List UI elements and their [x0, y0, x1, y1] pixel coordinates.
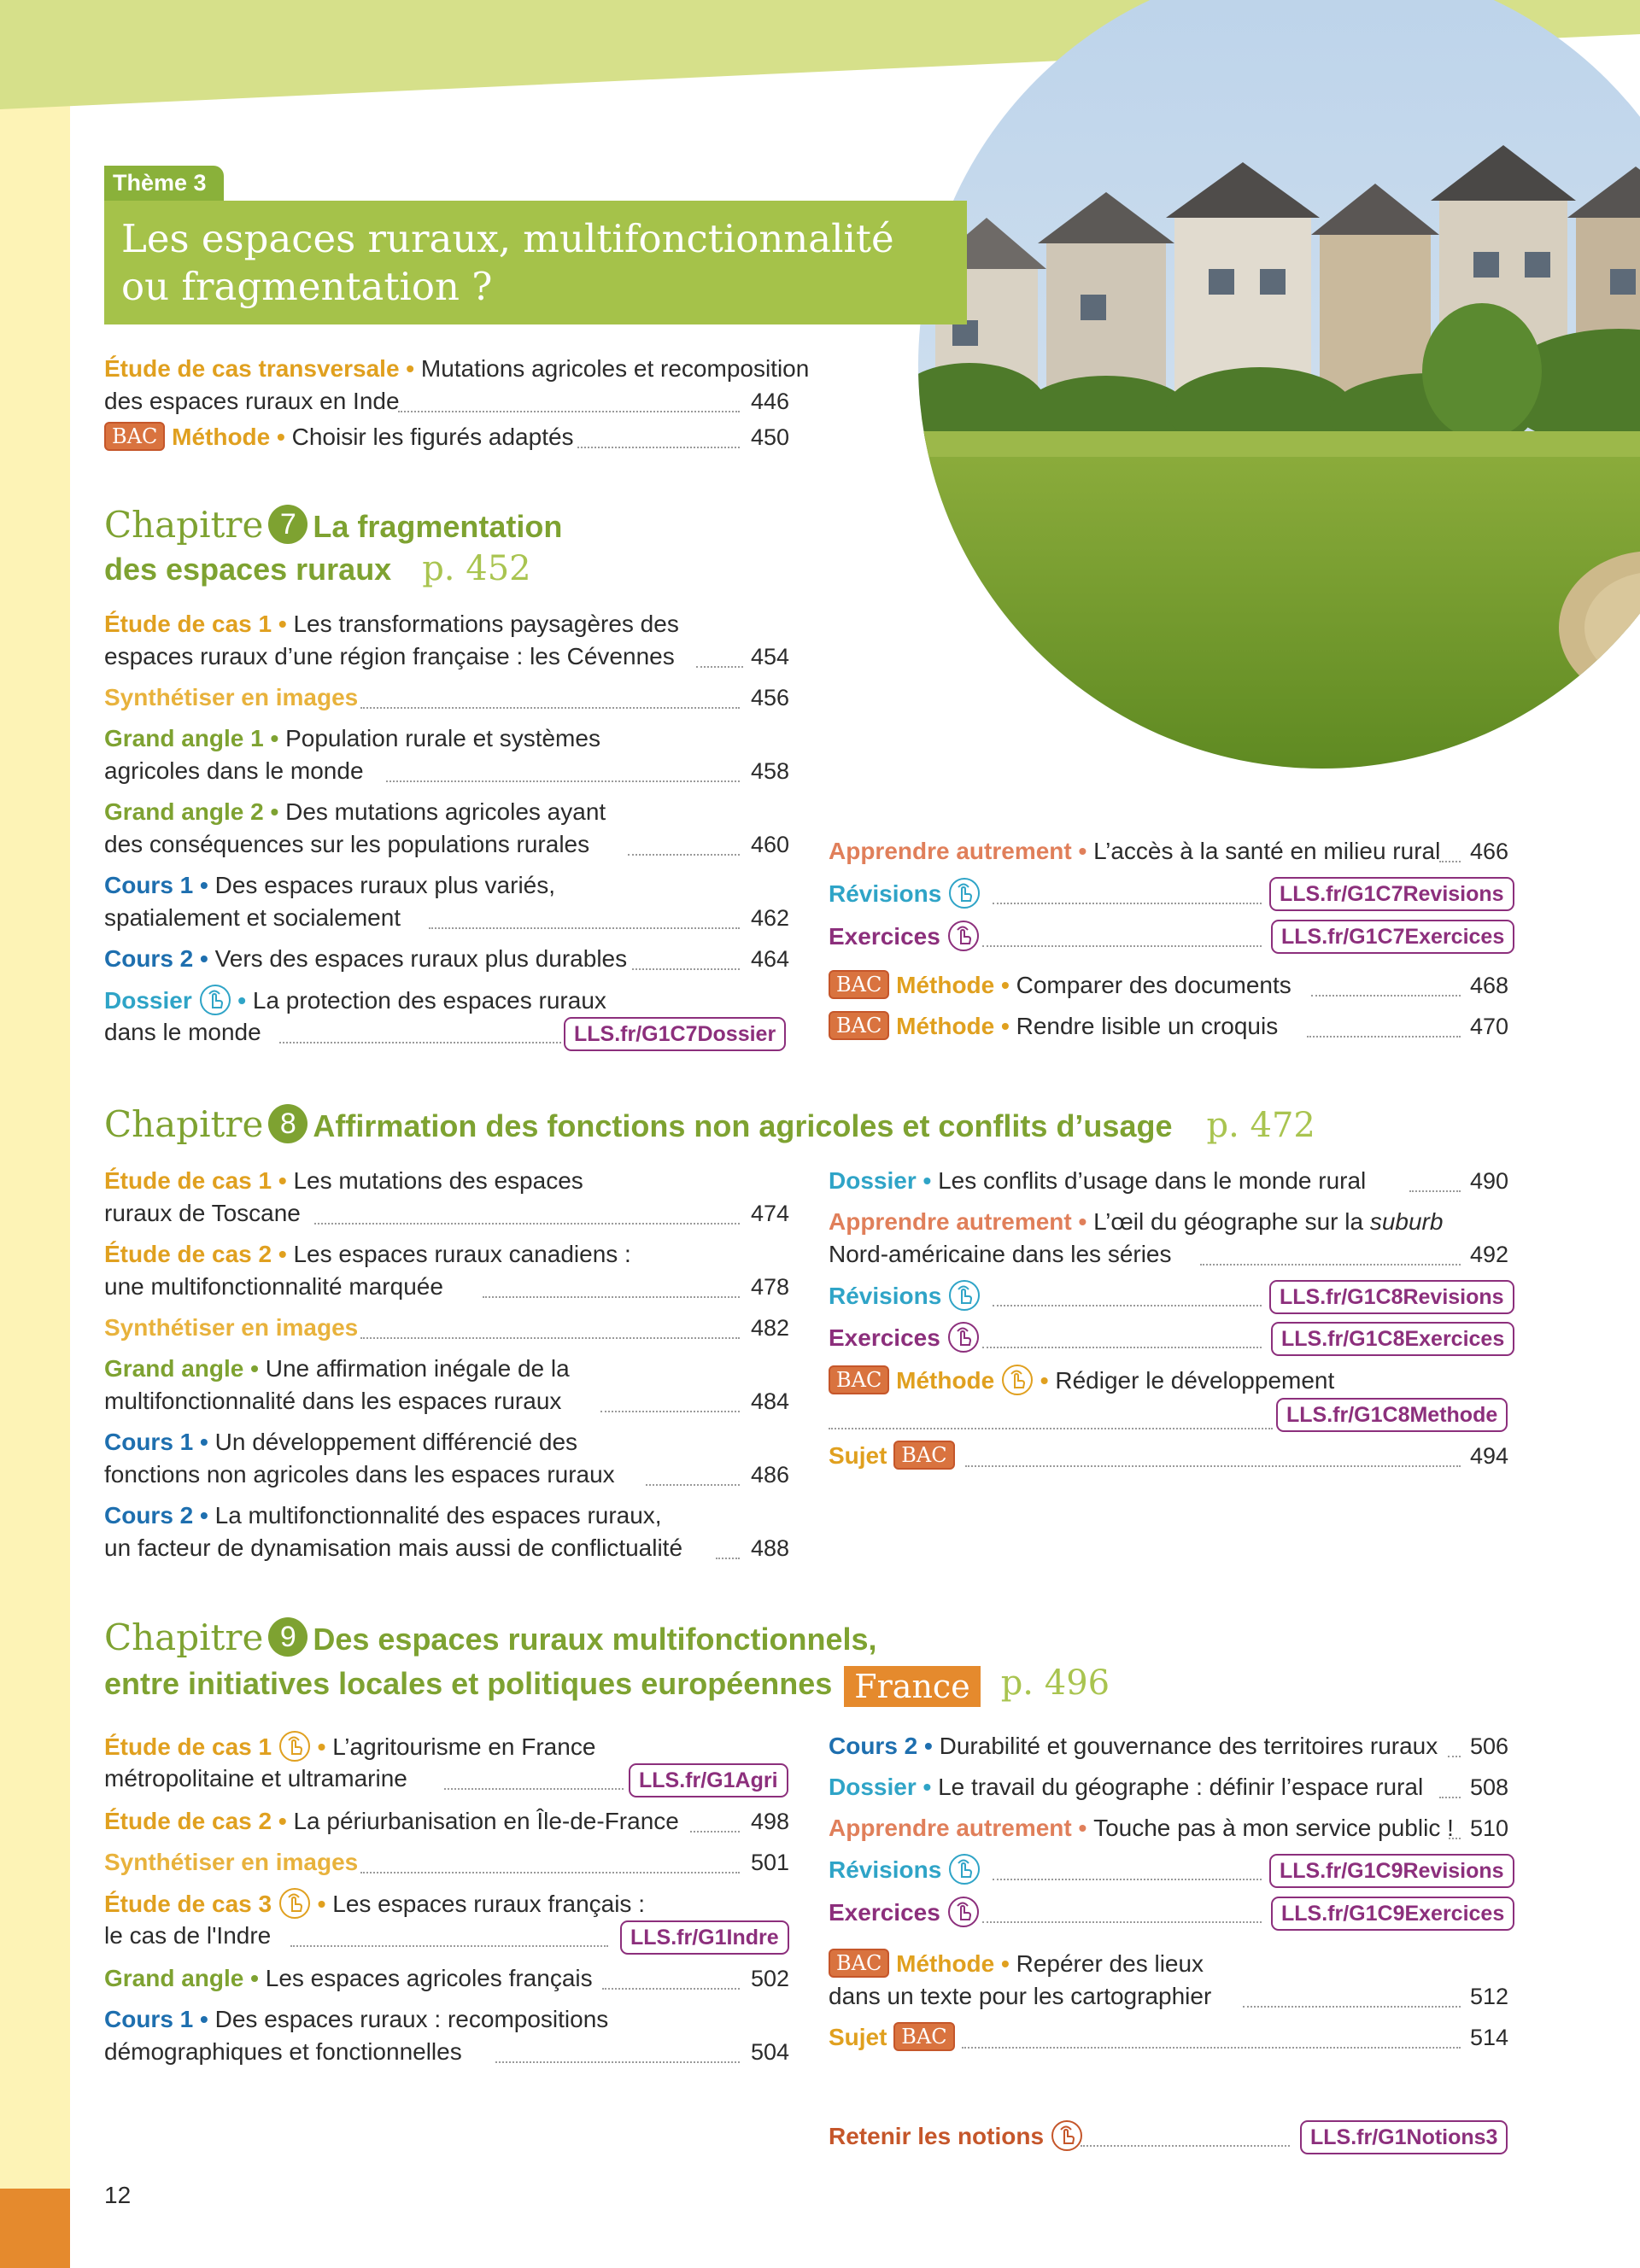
leader-dots: [1409, 1190, 1461, 1192]
theme-title-line-1: Les espaces ruraux, multifonctionnalité: [121, 216, 894, 261]
chapter-title-2: entre initiatives locales et politiques européennes: [104, 1666, 833, 1701]
page-number: 506: [1469, 1733, 1508, 1759]
page-number: 458: [750, 758, 789, 784]
toc-entry[interactable]: Cours 2 • La multifonctionnalité des espaces ruraux,: [104, 1502, 662, 1529]
entry-label: Dossier: [829, 1167, 917, 1194]
leader-dots: [386, 780, 740, 782]
chapter-title-1: La fragmentation: [313, 509, 563, 544]
entry-label: Exercices: [829, 1899, 940, 1926]
page-number: 514: [1469, 2025, 1508, 2050]
etude-text: Mutations agricoles et recomposition: [420, 355, 810, 382]
entry-text: Un développement différencié des: [214, 1429, 578, 1455]
leader-dots: [982, 1921, 1262, 1923]
entry-label: Apprendre autrement: [829, 1815, 1072, 1841]
entry-text-italic: suburb: [1369, 1208, 1444, 1235]
hand-touch-icon: [199, 984, 231, 1016]
toc-entry[interactable]: Grand angle • Les espaces agricoles français: [104, 1965, 593, 1991]
leader-dots: [1439, 1797, 1461, 1798]
hand-touch-icon: [948, 1853, 981, 1885]
entry-text: Vers des espaces ruraux plus durables: [214, 945, 628, 972]
entry-text: Comparer des documents: [1016, 972, 1292, 998]
toc-entry-cont: [104, 640, 675, 673]
entry-label: Synthétiser en images: [104, 1849, 359, 1875]
leader-dots: [279, 1042, 561, 1043]
entry-label: Grand angle 1: [104, 725, 264, 751]
entry-label: Révisions: [829, 1283, 942, 1309]
toc-entry[interactable]: Cours 2 • Vers des espaces ruraux plus durables: [104, 945, 628, 972]
toc-entry-cont: [104, 1271, 443, 1303]
toc-entry[interactable]: [829, 1896, 980, 1929]
leader-dots: [982, 1347, 1262, 1348]
page-number: 512: [1469, 1984, 1508, 2009]
bac-badge: BAC: [829, 970, 889, 999]
page-number: 490: [1469, 1168, 1508, 1194]
page-number: 494: [1469, 1443, 1508, 1469]
side-orange-block: [0, 2189, 70, 2268]
toc-entry-cont: [829, 1980, 1211, 2013]
link-g1c9-exercices[interactable]: LLS.fr/G1C9Exercices: [1271, 1897, 1514, 1931]
leader-dots: [600, 1411, 740, 1412]
leader-dots: [360, 1337, 740, 1339]
entry-text: Durabilité et gouvernance des territoires ruraux: [939, 1733, 1438, 1759]
entry-text: Nord-américaine dans les séries: [829, 1241, 1172, 1267]
leader-dots: [360, 1872, 740, 1873]
page-number: 466: [1469, 839, 1508, 864]
hand-touch-icon: [1051, 2119, 1083, 2152]
theme-title: [121, 215, 967, 311]
hand-touch-icon: [278, 1887, 311, 1920]
entry-text: La multifonctionnalité des espaces ruraux,: [214, 1502, 662, 1529]
theme-tag: Thème 3: [104, 166, 224, 201]
hand-touch-icon: [947, 1321, 980, 1353]
bac-badge: BAC: [893, 2022, 954, 2051]
chapter-number: 9: [268, 1617, 308, 1657]
toc-entry-cont: [104, 902, 401, 934]
theme-title-line-2: ou fragmentation ?: [121, 264, 493, 309]
hand-touch-icon: [278, 1730, 311, 1762]
leader-dots: [632, 968, 740, 970]
toc-entry[interactable]: [104, 681, 358, 714]
bac-badge: BAC: [893, 1441, 954, 1470]
toc-entry-cont: [104, 828, 589, 861]
leader-dots: [495, 2061, 740, 2063]
intro-methode-line: BAC Méthode • Choisir les figurés adaptés: [104, 421, 574, 453]
toc-entry[interactable]: BAC Méthode • Rédiger le développement: [829, 1364, 1334, 1397]
leader-dots: [829, 1428, 1273, 1429]
page-number: 488: [750, 1535, 789, 1561]
link-g1-agri[interactable]: LLS.fr/G1Agri: [629, 1763, 788, 1797]
bac-badge: BAC: [829, 1011, 889, 1040]
entry-label: Cours 1: [104, 872, 194, 898]
leader-dots: [993, 903, 1262, 904]
page-number: 464: [750, 946, 789, 972]
entry-label: Synthétiser en images: [104, 1314, 359, 1341]
entry-text: une multifonctionnalité marquée: [104, 1273, 443, 1300]
toc-entry-notions[interactable]: [829, 2119, 1083, 2153]
toc-entry[interactable]: [829, 1440, 955, 1472]
chapter-page: p. 452: [422, 549, 531, 588]
chapter-9-heading: [104, 1616, 877, 1658]
leader-dots: [602, 1988, 740, 1990]
link-g1-indre[interactable]: LLS.fr/G1Indre: [620, 1920, 789, 1955]
toc-entry[interactable]: Étude de cas 2 • La périurbanisation en Île-de-France: [104, 1808, 679, 1834]
hand-touch-icon: [947, 920, 980, 952]
chapter-7-heading: [104, 504, 562, 546]
entry-text: dans un texte pour les cartographier: [829, 1983, 1212, 2009]
bac-badge: BAC: [104, 422, 165, 451]
chapter-number: 8: [268, 1104, 308, 1143]
entry-label: Retenir les notions: [829, 2123, 1045, 2149]
hand-touch-icon: [947, 1896, 980, 1928]
chapter-word: Chapitre: [104, 1616, 264, 1658]
link-g1c9-revisions[interactable]: LLS.fr/G1C9Revisions: [1269, 1854, 1514, 1888]
leader-dots: [1439, 861, 1461, 862]
entry-label: Étude de cas 1: [104, 611, 272, 637]
entry-text: Population rurale et systèmes: [285, 725, 600, 751]
entry-label: Grand angle: [104, 1355, 244, 1382]
entry-label: Étude de cas 2: [104, 1241, 272, 1267]
entry-label: Grand angle: [104, 1965, 244, 1991]
entry-text: démographiques et fonctionnelles: [104, 2038, 462, 2065]
leader-dots: [1200, 1264, 1461, 1266]
toc-entry[interactable]: [104, 1312, 358, 1344]
entry-label: Méthode: [896, 1013, 995, 1039]
toc-entry[interactable]: BAC Méthode • Repérer des lieux: [829, 1948, 1204, 1980]
page-number-footer: 12: [104, 2182, 132, 2208]
page-number: 478: [750, 1274, 789, 1300]
page-number: 468: [1469, 973, 1508, 998]
toc-entry-cont: [104, 1197, 301, 1230]
entry-text: Rédiger le développement: [1055, 1367, 1335, 1394]
leader-dots: [646, 1484, 740, 1486]
toc-entry-cont: [104, 2036, 462, 2068]
entry-label: Méthode: [896, 972, 995, 998]
entry-label: Méthode: [896, 1950, 995, 1977]
leader-dots: [398, 411, 740, 412]
toc-entry[interactable]: Dossier • Les conflits d’usage dans le monde rural: [829, 1167, 1367, 1194]
entry-text: multifonctionnalité dans les espaces ruraux: [104, 1388, 562, 1414]
toc-entry[interactable]: [829, 1321, 980, 1354]
toc-entry[interactable]: [829, 2021, 955, 2054]
toc-entry-cont: [104, 1385, 561, 1418]
entry-text: La protection des espaces ruraux: [252, 987, 606, 1014]
toc-entry[interactable]: BAC Méthode • Comparer des documents: [829, 969, 1292, 1002]
page-number: 510: [1469, 1815, 1508, 1841]
entry-label: Synthétiser en images: [104, 684, 359, 710]
entry-text: ruraux de Toscane: [104, 1200, 301, 1226]
etude-text-2: des espaces ruraux en Inde: [104, 388, 400, 414]
entry-label: Sujet: [829, 2024, 887, 2050]
leader-dots: [1243, 2006, 1461, 2008]
hand-touch-icon: [1001, 1364, 1034, 1396]
etude-label: Étude de cas transversale: [104, 355, 400, 382]
leader-dots: [444, 1788, 624, 1790]
chapter-8-heading: [104, 1103, 1315, 1145]
toc-entry[interactable]: [829, 1853, 981, 1886]
intro-etude-line-1: Étude de cas transversale • Mutations agricoles et recomposition: [104, 355, 810, 382]
toc-entry[interactable]: [829, 1279, 981, 1312]
entry-text: Une affirmation inégale de la: [265, 1355, 570, 1382]
entry-text: le cas de l'Indre: [104, 1922, 272, 1949]
chapter-number: 7: [268, 505, 308, 544]
entry-text: espaces ruraux d’une région française : les Cévennes: [104, 643, 675, 669]
entry-text: Des espaces ruraux : recompositions: [214, 2006, 609, 2032]
leader-dots: [982, 945, 1262, 947]
chapter-page: p. 472: [1206, 1106, 1315, 1145]
leader-dots: [290, 1945, 608, 1947]
entry-label: Méthode: [896, 1367, 995, 1394]
entry-label: Étude de cas 3: [104, 1891, 272, 1917]
toc-entry[interactable]: Cours 1 • Des espaces ruraux plus variés,: [104, 872, 556, 898]
toc-entry[interactable]: Apprendre autrement • L’œil du géographe sur la suburb: [829, 1208, 1444, 1235]
link-g1-notions3[interactable]: LLS.fr/G1Notions3: [1300, 2120, 1508, 2154]
toc-entry[interactable]: Apprendre autrement • Touche pas à mon service public !: [829, 1815, 1454, 1841]
page-number: 486: [750, 1462, 789, 1488]
chapter-9-heading-2: [104, 1663, 1110, 1707]
entry-text: métropolitaine et ultramarine: [104, 1765, 407, 1792]
page-number: 454: [750, 644, 789, 669]
entry-label: Grand angle 2: [104, 798, 264, 825]
toc-entry[interactable]: Étude de cas 2 • Les espaces ruraux canadiens :: [104, 1241, 631, 1267]
leader-dots: [483, 1296, 740, 1298]
methode-text: Choisir les figurés adaptés: [291, 424, 574, 450]
toc-entry[interactable]: Étude de cas 1 • Les transformations paysagères des: [104, 611, 679, 637]
entry-label: Apprendre autrement: [829, 1208, 1072, 1235]
toc-entry[interactable]: Grand angle 2 • Des mutations agricoles ayant: [104, 798, 606, 825]
leader-dots: [965, 1465, 1461, 1467]
hand-touch-icon: [948, 1279, 981, 1312]
entry-text: L’accès à la santé en milieu rural: [1093, 838, 1441, 864]
link-g1c7-revisions[interactable]: LLS.fr/G1C7Revisions: [1269, 877, 1514, 911]
page-number: 508: [1469, 1774, 1508, 1800]
toc-entry[interactable]: Cours 1 • Un développement différencié des: [104, 1429, 578, 1455]
chapter-title-1: Des espaces ruraux multifonctionnels,: [313, 1622, 877, 1657]
entry-label: Sujet: [829, 1442, 887, 1469]
page-number: 462: [750, 905, 789, 931]
intro-etude-line-2: [104, 385, 400, 418]
toc-entry-cont: [104, 755, 364, 787]
rural-landscape-photo: [918, 0, 1640, 769]
entry-label: Exercices: [829, 1324, 940, 1351]
entry-text: L’œil du géographe sur la: [1093, 1208, 1370, 1235]
toc-entry[interactable]: Dossier • Le travail du géographe : définir l’espace rural: [829, 1774, 1424, 1800]
toc-entry-cont: [104, 1920, 271, 1952]
page-number: 482: [750, 1315, 789, 1341]
entry-text: agricoles dans le monde: [104, 757, 364, 784]
chapter-title-2: des espaces ruraux: [104, 552, 392, 587]
toc-entry[interactable]: [829, 877, 981, 910]
entry-text: La périurbanisation en Île-de-France: [293, 1808, 679, 1834]
link-g1c8-methode[interactable]: LLS.fr/G1C8Methode: [1276, 1398, 1508, 1432]
chapter-title: Affirmation des fonctions non agricoles et conflits d’usage: [313, 1108, 1173, 1143]
leader-dots: [716, 1558, 740, 1559]
entry-label: Révisions: [829, 880, 942, 907]
toc-entry[interactable]: [829, 920, 980, 953]
leader-dots: [429, 927, 740, 929]
entry-label: Cours 2: [104, 1502, 194, 1529]
france-badge: France: [844, 1666, 980, 1707]
entry-label: Apprendre autrement: [829, 838, 1072, 864]
entry-label: Cours 1: [104, 2006, 194, 2032]
leader-dots: [628, 854, 740, 856]
leader-dots: [360, 707, 740, 709]
page-number: 450: [750, 424, 789, 450]
page-number: 474: [750, 1201, 789, 1226]
link-g1c7-exercices[interactable]: LLS.fr/G1C7Exercices: [1271, 920, 1514, 954]
leader-dots: [993, 1879, 1262, 1880]
leader-dots: [1081, 2145, 1290, 2147]
leader-dots: [1307, 1036, 1461, 1038]
toc-entry-cont: [104, 1458, 615, 1491]
entry-text: Les espaces agricoles français: [265, 1965, 593, 1991]
toc-entry-cont: [104, 1016, 261, 1049]
toc-entry[interactable]: Grand angle 1 • Population rurale et systèmes: [104, 725, 600, 751]
entry-text: L’agritourisme en France: [332, 1733, 596, 1760]
entry-text: spatialement et socialement: [104, 904, 401, 931]
leader-dots: [577, 447, 740, 448]
toc-entry[interactable]: Grand angle • Une affirmation inégale de la: [104, 1355, 570, 1382]
entry-label: Étude de cas 1: [104, 1167, 272, 1194]
leader-dots: [690, 1831, 740, 1833]
link-g1c7-dossier[interactable]: LLS.fr/G1C7Dossier: [564, 1017, 786, 1051]
chapter-word: Chapitre: [104, 1103, 264, 1145]
leader-dots: [1311, 995, 1461, 997]
methode-label: Méthode: [172, 424, 271, 450]
side-strip: [0, 0, 70, 2268]
page-number: 456: [750, 685, 789, 710]
page-number: 504: [750, 2039, 789, 2065]
toc-entry-cont: [104, 1532, 682, 1564]
entry-text: Rendre lisible un croquis: [1016, 1013, 1279, 1039]
entry-text: Le travail du géographe : définir l’espace rural: [938, 1774, 1424, 1800]
toc-entry[interactable]: Apprendre autrement • L’accès à la santé en milieu rural: [829, 838, 1441, 864]
page-number: 460: [750, 832, 789, 857]
leader-dots: [314, 1223, 740, 1225]
toc-entry[interactable]: Étude de cas 1 • L’agritourisme en France: [104, 1730, 595, 1763]
page-number: 492: [1469, 1242, 1508, 1267]
entry-text: Touche pas à mon service public !: [1093, 1815, 1454, 1841]
page-number: 446: [750, 389, 789, 414]
toc-entry[interactable]: Cours 2 • Durabilité et gouvernance des territoires ruraux: [829, 1733, 1438, 1759]
chapter-7-heading-2: [104, 549, 531, 588]
toc-entry-cont: [104, 1762, 407, 1795]
entry-label: Dossier: [829, 1774, 917, 1800]
entry-text: fonctions non agricoles dans les espaces ruraux: [104, 1461, 615, 1488]
toc-entry[interactable]: Dossier • La protection des espaces ruraux: [104, 984, 606, 1017]
entry-text: Repérer des lieux: [1016, 1950, 1204, 1977]
entry-label: Exercices: [829, 923, 940, 950]
entry-label: Cours 2: [104, 945, 194, 972]
toc-entry[interactable]: Cours 1 • Des espaces ruraux : recompositions: [104, 2006, 609, 2032]
entry-text: dans le monde: [104, 1019, 261, 1045]
entry-text: Les espaces ruraux canadiens :: [293, 1241, 631, 1267]
page-number: 498: [750, 1809, 789, 1834]
leader-dots: [696, 666, 743, 668]
entry-text: des conséquences sur les populations rurales: [104, 831, 590, 857]
leader-dots: [962, 2047, 1461, 2049]
entry-text: Les espaces ruraux français :: [332, 1891, 645, 1917]
page-number: 484: [750, 1388, 789, 1414]
entry-text: Les transformations paysagères des: [293, 611, 679, 637]
link-g1c8-exercices[interactable]: LLS.fr/G1C8Exercices: [1271, 1322, 1514, 1356]
leader-dots: [993, 1305, 1262, 1306]
entry-text: Des mutations agricoles ayant: [285, 798, 606, 825]
toc-entry-cont: [829, 1238, 1172, 1271]
entry-text: Les mutations des espaces: [293, 1167, 583, 1194]
toc-entry[interactable]: Étude de cas 1 • Les mutations des espaces: [104, 1167, 583, 1194]
entry-text: un facteur de dynamisation mais aussi de conflictualité: [104, 1534, 683, 1561]
hand-touch-icon: [948, 877, 981, 909]
chapter-word: Chapitre: [104, 504, 264, 546]
entry-text: Des espaces ruraux plus variés,: [214, 872, 556, 898]
page-number: 502: [750, 1966, 789, 1991]
entry-label: Dossier: [104, 987, 192, 1014]
entry-label: Étude de cas 2: [104, 1808, 272, 1834]
page-number: 501: [750, 1850, 789, 1875]
toc-entry[interactable]: BAC Méthode • Rendre lisible un croquis: [829, 1010, 1278, 1043]
chapter-page: p. 496: [1000, 1663, 1110, 1703]
entry-label: Étude de cas 1: [104, 1733, 272, 1760]
toc-entry[interactable]: [104, 1846, 358, 1879]
bac-badge: BAC: [829, 1365, 889, 1394]
page-number: 470: [1469, 1014, 1508, 1039]
entry-label: Cours 2: [829, 1733, 918, 1759]
link-g1c8-revisions[interactable]: LLS.fr/G1C8Revisions: [1269, 1280, 1514, 1314]
entry-label: Révisions: [829, 1856, 942, 1883]
entry-text: Les conflits d’usage dans le monde rural: [938, 1167, 1367, 1194]
bac-badge: BAC: [829, 1949, 889, 1978]
entry-label: Cours 1: [104, 1429, 194, 1455]
toc-entry[interactable]: Étude de cas 3 • Les espaces ruraux français :: [104, 1887, 645, 1920]
